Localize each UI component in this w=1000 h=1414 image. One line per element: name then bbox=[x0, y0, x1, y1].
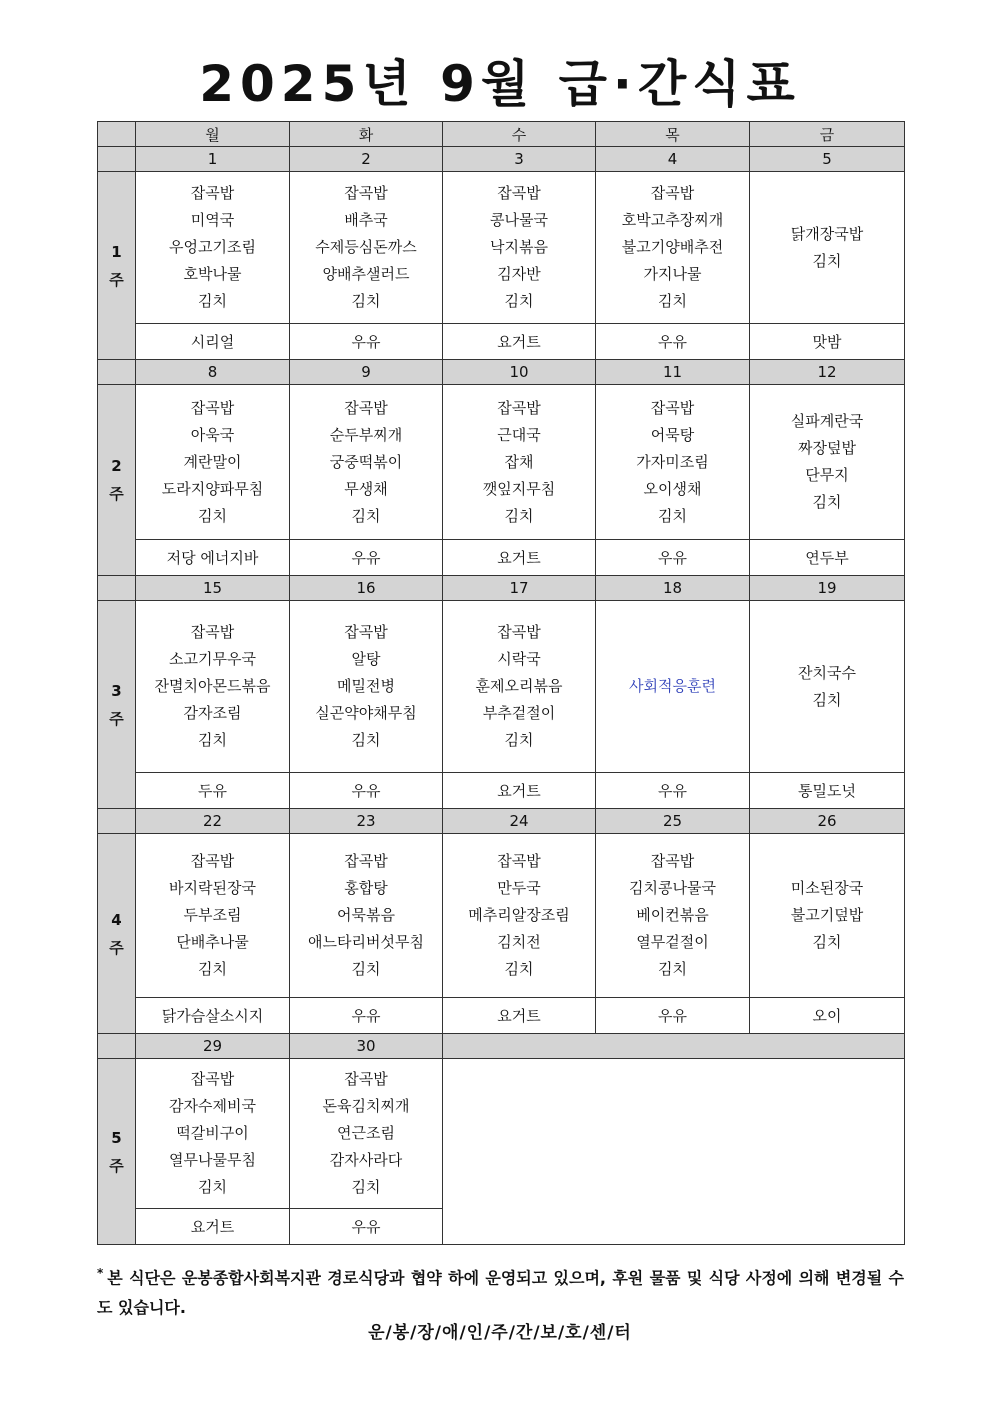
dish-item: 잡곡밥 bbox=[190, 852, 235, 870]
week-label-text: 주 bbox=[109, 485, 124, 503]
dish-item: 불고기양배추전 bbox=[621, 238, 724, 256]
dish-item: 김치 bbox=[812, 933, 842, 951]
dish-item: 김치 bbox=[812, 251, 842, 270]
dish-item: 잡곡밥 bbox=[344, 184, 388, 202]
meal-cell bbox=[596, 834, 750, 998]
meal-cell bbox=[750, 172, 905, 324]
dish-item: 잔치국수 bbox=[798, 663, 856, 682]
dish-item: 김치 bbox=[198, 1178, 227, 1196]
date-row-spacer bbox=[98, 1034, 136, 1059]
meal-cell bbox=[290, 834, 443, 998]
week-label bbox=[98, 834, 136, 1034]
dish-item: 잔멸치아몬드볶음 bbox=[154, 677, 271, 695]
dish-item: 알탕 bbox=[351, 650, 381, 668]
meal-cell bbox=[136, 1059, 290, 1209]
week-label-text: 2 bbox=[111, 457, 122, 475]
date-cell: 19 bbox=[750, 576, 905, 601]
date-row bbox=[98, 1034, 905, 1059]
snack-cell: 맛밤 bbox=[750, 324, 905, 360]
day-header: 화 bbox=[290, 122, 443, 147]
dish-item: 열무나물무침 bbox=[169, 1151, 256, 1169]
dish-item: 메밀전병 bbox=[337, 677, 395, 695]
snack-cell: 닭가슴살소시지 bbox=[136, 998, 290, 1034]
snack-cell: 요거트 bbox=[136, 1209, 290, 1245]
date-cell: 2 bbox=[290, 147, 443, 172]
center-name: 운/봉/장/애/인/주/간/보/호/센/터 bbox=[368, 1323, 632, 1343]
dish-item: 김치 bbox=[351, 960, 381, 978]
snack-cell: 연두부 bbox=[750, 540, 905, 576]
dish-item: 김치 bbox=[658, 292, 687, 310]
dish-item: 감자수제비국 bbox=[169, 1097, 256, 1115]
corner-cell bbox=[98, 122, 136, 147]
dish-item: 실곤약야채무침 bbox=[315, 704, 417, 722]
dish-item: 김치 bbox=[658, 506, 687, 525]
meal-row bbox=[98, 601, 905, 773]
date-cell: 8 bbox=[136, 360, 290, 385]
dish-item: 잡곡밥 bbox=[344, 398, 388, 417]
meal-cell bbox=[136, 834, 290, 998]
snack-cell: 요거트 bbox=[443, 773, 596, 809]
date-cell: 29 bbox=[136, 1034, 290, 1059]
week-label-text: 5 bbox=[111, 1128, 122, 1147]
dish-item: 가자미조림 bbox=[636, 452, 709, 471]
day-header: 목 bbox=[596, 122, 750, 147]
date-cell: 3 bbox=[443, 147, 596, 172]
dish-item: 양배추샐러드 bbox=[322, 265, 410, 283]
date-cell: 26 bbox=[750, 809, 905, 834]
dish-item: 시락국 bbox=[497, 650, 541, 668]
dish-item: 궁중떡볶이 bbox=[329, 452, 403, 471]
dish-item: 열무겉절이 bbox=[636, 933, 709, 951]
dish-item: 잡곡밥 bbox=[650, 852, 695, 870]
dish-item: 잡곡밥 bbox=[190, 623, 235, 641]
dish-item: 불고기덮밥 bbox=[790, 906, 864, 924]
week-label-text: 주 bbox=[109, 270, 124, 289]
dish-item: 김치 bbox=[351, 292, 381, 310]
dish-item: 배추국 bbox=[344, 211, 388, 229]
snack-cell: 우유 bbox=[290, 540, 443, 576]
week-label bbox=[98, 601, 136, 809]
dish-item: 어묵탕 bbox=[650, 425, 695, 444]
dish-item: 짜장덮밥 bbox=[798, 439, 856, 457]
date-cell: 17 bbox=[443, 576, 596, 601]
dish-item: 잡곡밥 bbox=[650, 184, 695, 202]
snack-row bbox=[98, 324, 905, 360]
dish-item: 잡채 bbox=[504, 452, 534, 471]
week-label bbox=[98, 385, 136, 576]
dish-item: 잡곡밥 bbox=[497, 852, 541, 870]
snack-cell: 우유 bbox=[596, 324, 750, 360]
snack-cell: 우유 bbox=[596, 998, 750, 1034]
dish-item: 호박고추장찌개 bbox=[621, 211, 724, 229]
dish-item: 근대국 bbox=[497, 425, 541, 444]
date-row bbox=[98, 147, 905, 172]
dish-item: 닭개장국밥 bbox=[790, 224, 864, 243]
date-cell: 15 bbox=[136, 576, 290, 601]
dish-item: 순두부찌개 bbox=[329, 425, 403, 444]
date-cell: 18 bbox=[596, 576, 750, 601]
dish-item: 잡곡밥 bbox=[190, 1070, 235, 1088]
dish-item: 깻잎지무침 bbox=[482, 479, 556, 498]
dish-item: 김치 bbox=[198, 292, 227, 310]
date-row-spacer bbox=[98, 147, 136, 172]
dish-item: 김치콩나물국 bbox=[629, 879, 716, 897]
meal-row bbox=[98, 385, 905, 540]
dish-item: 김치 bbox=[198, 731, 227, 749]
date-row bbox=[98, 809, 905, 834]
snack-cell: 요거트 bbox=[443, 540, 596, 576]
event-label: 사회적응훈련 bbox=[629, 677, 716, 695]
meal-cell bbox=[290, 385, 443, 540]
dish-item: 잡곡밥 bbox=[344, 623, 388, 641]
snack-row bbox=[98, 540, 905, 576]
date-cell: 5 bbox=[750, 147, 905, 172]
snack-row bbox=[98, 998, 905, 1034]
meal-cell bbox=[443, 601, 596, 773]
dish-item: 잡곡밥 bbox=[650, 398, 695, 417]
dish-item: 김치 bbox=[351, 731, 381, 749]
dish-item: 소고기무우국 bbox=[169, 650, 256, 668]
meal-cell bbox=[750, 385, 905, 540]
date-cell: 4 bbox=[596, 147, 750, 172]
dish-item: 만두국 bbox=[497, 879, 541, 897]
notice-text bbox=[97, 1258, 904, 1323]
meal-row bbox=[98, 1059, 905, 1209]
dish-item: 잡곡밥 bbox=[497, 623, 541, 641]
date-cell: 25 bbox=[596, 809, 750, 834]
date-cell: 22 bbox=[136, 809, 290, 834]
dish-item: 부추겉절이 bbox=[482, 704, 556, 722]
day-header: 금 bbox=[750, 122, 905, 147]
date-row bbox=[98, 360, 905, 385]
dish-item: 연근조림 bbox=[337, 1124, 395, 1142]
dish-item: 호박나물 bbox=[183, 265, 242, 283]
dish-item: 바지락된장국 bbox=[169, 879, 256, 897]
snack-cell: 우유 bbox=[290, 324, 443, 360]
meal-cell bbox=[443, 385, 596, 540]
week-label-text: 주 bbox=[109, 709, 124, 728]
day-header-row bbox=[98, 122, 905, 147]
date-cell: 16 bbox=[290, 576, 443, 601]
snack-row bbox=[98, 773, 905, 809]
snack-cell: 요거트 bbox=[443, 998, 596, 1034]
dish-item: 김치 bbox=[812, 493, 842, 511]
meal-cell bbox=[443, 172, 596, 324]
day-header: 수 bbox=[443, 122, 596, 147]
dish-item: 어묵볶음 bbox=[337, 906, 395, 924]
dish-item: 김치 bbox=[351, 506, 381, 525]
dish-item: 김치 bbox=[504, 292, 534, 310]
dish-item: 김치 bbox=[198, 506, 227, 525]
date-cell: 11 bbox=[596, 360, 750, 385]
dish-item: 훈제오리볶음 bbox=[475, 677, 563, 695]
dish-item: 실파계란국 bbox=[790, 412, 864, 430]
dish-item: 잡곡밥 bbox=[344, 1070, 388, 1088]
snack-cell: 두유 bbox=[136, 773, 290, 809]
meal-cell bbox=[443, 834, 596, 998]
meal-schedule-table bbox=[97, 121, 905, 1245]
dish-item: 잡곡밥 bbox=[497, 398, 541, 417]
dish-item: 낙지볶음 bbox=[490, 238, 548, 256]
dish-item: 오이생채 bbox=[643, 479, 702, 498]
note-asterisk: * bbox=[97, 1266, 104, 1280]
date-row-spacer bbox=[98, 576, 136, 601]
dish-item: 계란말이 bbox=[183, 452, 242, 471]
dish-item: 잡곡밥 bbox=[344, 852, 388, 870]
snack-cell: 우유 bbox=[290, 998, 443, 1034]
dish-item: 떡갈비구이 bbox=[176, 1124, 249, 1142]
page-title: 2025년 9월 급·간식표 bbox=[199, 55, 801, 113]
dish-item: 콩나물국 bbox=[490, 211, 548, 229]
dish-item: 두부조림 bbox=[183, 906, 242, 924]
dish-item: 애느타리버섯무침 bbox=[308, 933, 424, 951]
date-cell: 10 bbox=[443, 360, 596, 385]
dish-item: 김자반 bbox=[497, 265, 541, 283]
dish-item: 수제등심돈까스 bbox=[315, 238, 417, 256]
date-row-spacer bbox=[98, 360, 136, 385]
snack-cell: 우유 bbox=[290, 773, 443, 809]
snack-cell: 저당 에너지바 bbox=[136, 540, 290, 576]
dish-item: 김치 bbox=[504, 960, 534, 978]
snack-cell: 시리얼 bbox=[136, 324, 290, 360]
dish-item: 무생채 bbox=[344, 479, 388, 498]
dish-item: 가지나물 bbox=[643, 265, 702, 283]
meal-cell bbox=[596, 172, 750, 324]
dish-item: 잡곡밥 bbox=[190, 184, 235, 202]
day-header: 월 bbox=[136, 122, 290, 147]
dish-item: 김치 bbox=[351, 1178, 381, 1196]
snack-cell: 요거트 bbox=[443, 324, 596, 360]
snack-cell: 우유 bbox=[596, 540, 750, 576]
dish-item: 김치전 bbox=[497, 933, 541, 951]
week-label-text: 4 bbox=[111, 910, 122, 929]
meal-cell bbox=[290, 601, 443, 773]
dish-item: 우엉고기조림 bbox=[169, 238, 256, 256]
dish-item: 잡곡밥 bbox=[190, 398, 235, 417]
notice-body: 본 식단은 운봉종합사회복지관 경로식당과 협약 하에 운영되고 있으며, 후원 물품 및 식당 사정에 의해 변경될 수도 있습니다. bbox=[97, 1268, 904, 1318]
dish-item: 메추리알장조림 bbox=[468, 906, 570, 924]
dish-item: 미소된장국 bbox=[790, 879, 864, 897]
dish-item: 잡곡밥 bbox=[497, 184, 541, 202]
dish-item: 김치 bbox=[504, 731, 534, 749]
meal-cell bbox=[750, 834, 905, 998]
dish-item: 김치 bbox=[504, 506, 534, 525]
snack-cell: 우유 bbox=[290, 1209, 443, 1245]
dish-item: 미역국 bbox=[190, 211, 235, 229]
meal-cell bbox=[136, 601, 290, 773]
snack-cell: 우유 bbox=[596, 773, 750, 809]
week-label bbox=[98, 1059, 136, 1245]
snack-cell: 오이 bbox=[750, 998, 905, 1034]
dish-item: 김치 bbox=[658, 960, 687, 978]
week-label-text: 3 bbox=[111, 681, 122, 700]
meal-cell bbox=[750, 601, 905, 773]
meal-cell bbox=[596, 601, 750, 773]
empty-area bbox=[443, 1059, 905, 1245]
date-cell: 30 bbox=[290, 1034, 443, 1059]
week-label bbox=[98, 172, 136, 360]
dish-item: 감자조림 bbox=[183, 704, 242, 722]
dish-item: 도라지양파무침 bbox=[161, 479, 264, 498]
dish-item: 아욱국 bbox=[190, 425, 235, 444]
week-label-text: 주 bbox=[109, 1156, 124, 1175]
date-cell: 12 bbox=[750, 360, 905, 385]
date-cell: 23 bbox=[290, 809, 443, 834]
meal-cell bbox=[596, 385, 750, 540]
meal-cell bbox=[290, 1059, 443, 1209]
meal-row bbox=[98, 172, 905, 324]
dish-item: 홍합탕 bbox=[344, 879, 388, 897]
date-cell: 1 bbox=[136, 147, 290, 172]
date-row bbox=[98, 576, 905, 601]
date-cell: 24 bbox=[443, 809, 596, 834]
meal-cell bbox=[290, 172, 443, 324]
dish-item: 돈육김치찌개 bbox=[322, 1097, 410, 1115]
meal-cell bbox=[136, 172, 290, 324]
dish-item: 단무지 bbox=[805, 466, 849, 484]
dish-item: 김치 bbox=[198, 960, 227, 978]
week-label-text: 1 bbox=[111, 242, 122, 261]
snack-cell: 통밀도넛 bbox=[750, 773, 905, 809]
dish-item: 베이컨볶음 bbox=[636, 906, 709, 924]
dish-item: 단배추나물 bbox=[176, 933, 249, 951]
date-empty-cell bbox=[443, 1034, 905, 1059]
meal-row bbox=[98, 834, 905, 998]
date-cell: 9 bbox=[290, 360, 443, 385]
dish-item: 감자사라다 bbox=[329, 1151, 403, 1169]
dish-item: 김치 bbox=[812, 690, 842, 709]
week-label-text: 주 bbox=[109, 938, 124, 957]
meal-cell bbox=[136, 385, 290, 540]
date-row-spacer bbox=[98, 809, 136, 834]
